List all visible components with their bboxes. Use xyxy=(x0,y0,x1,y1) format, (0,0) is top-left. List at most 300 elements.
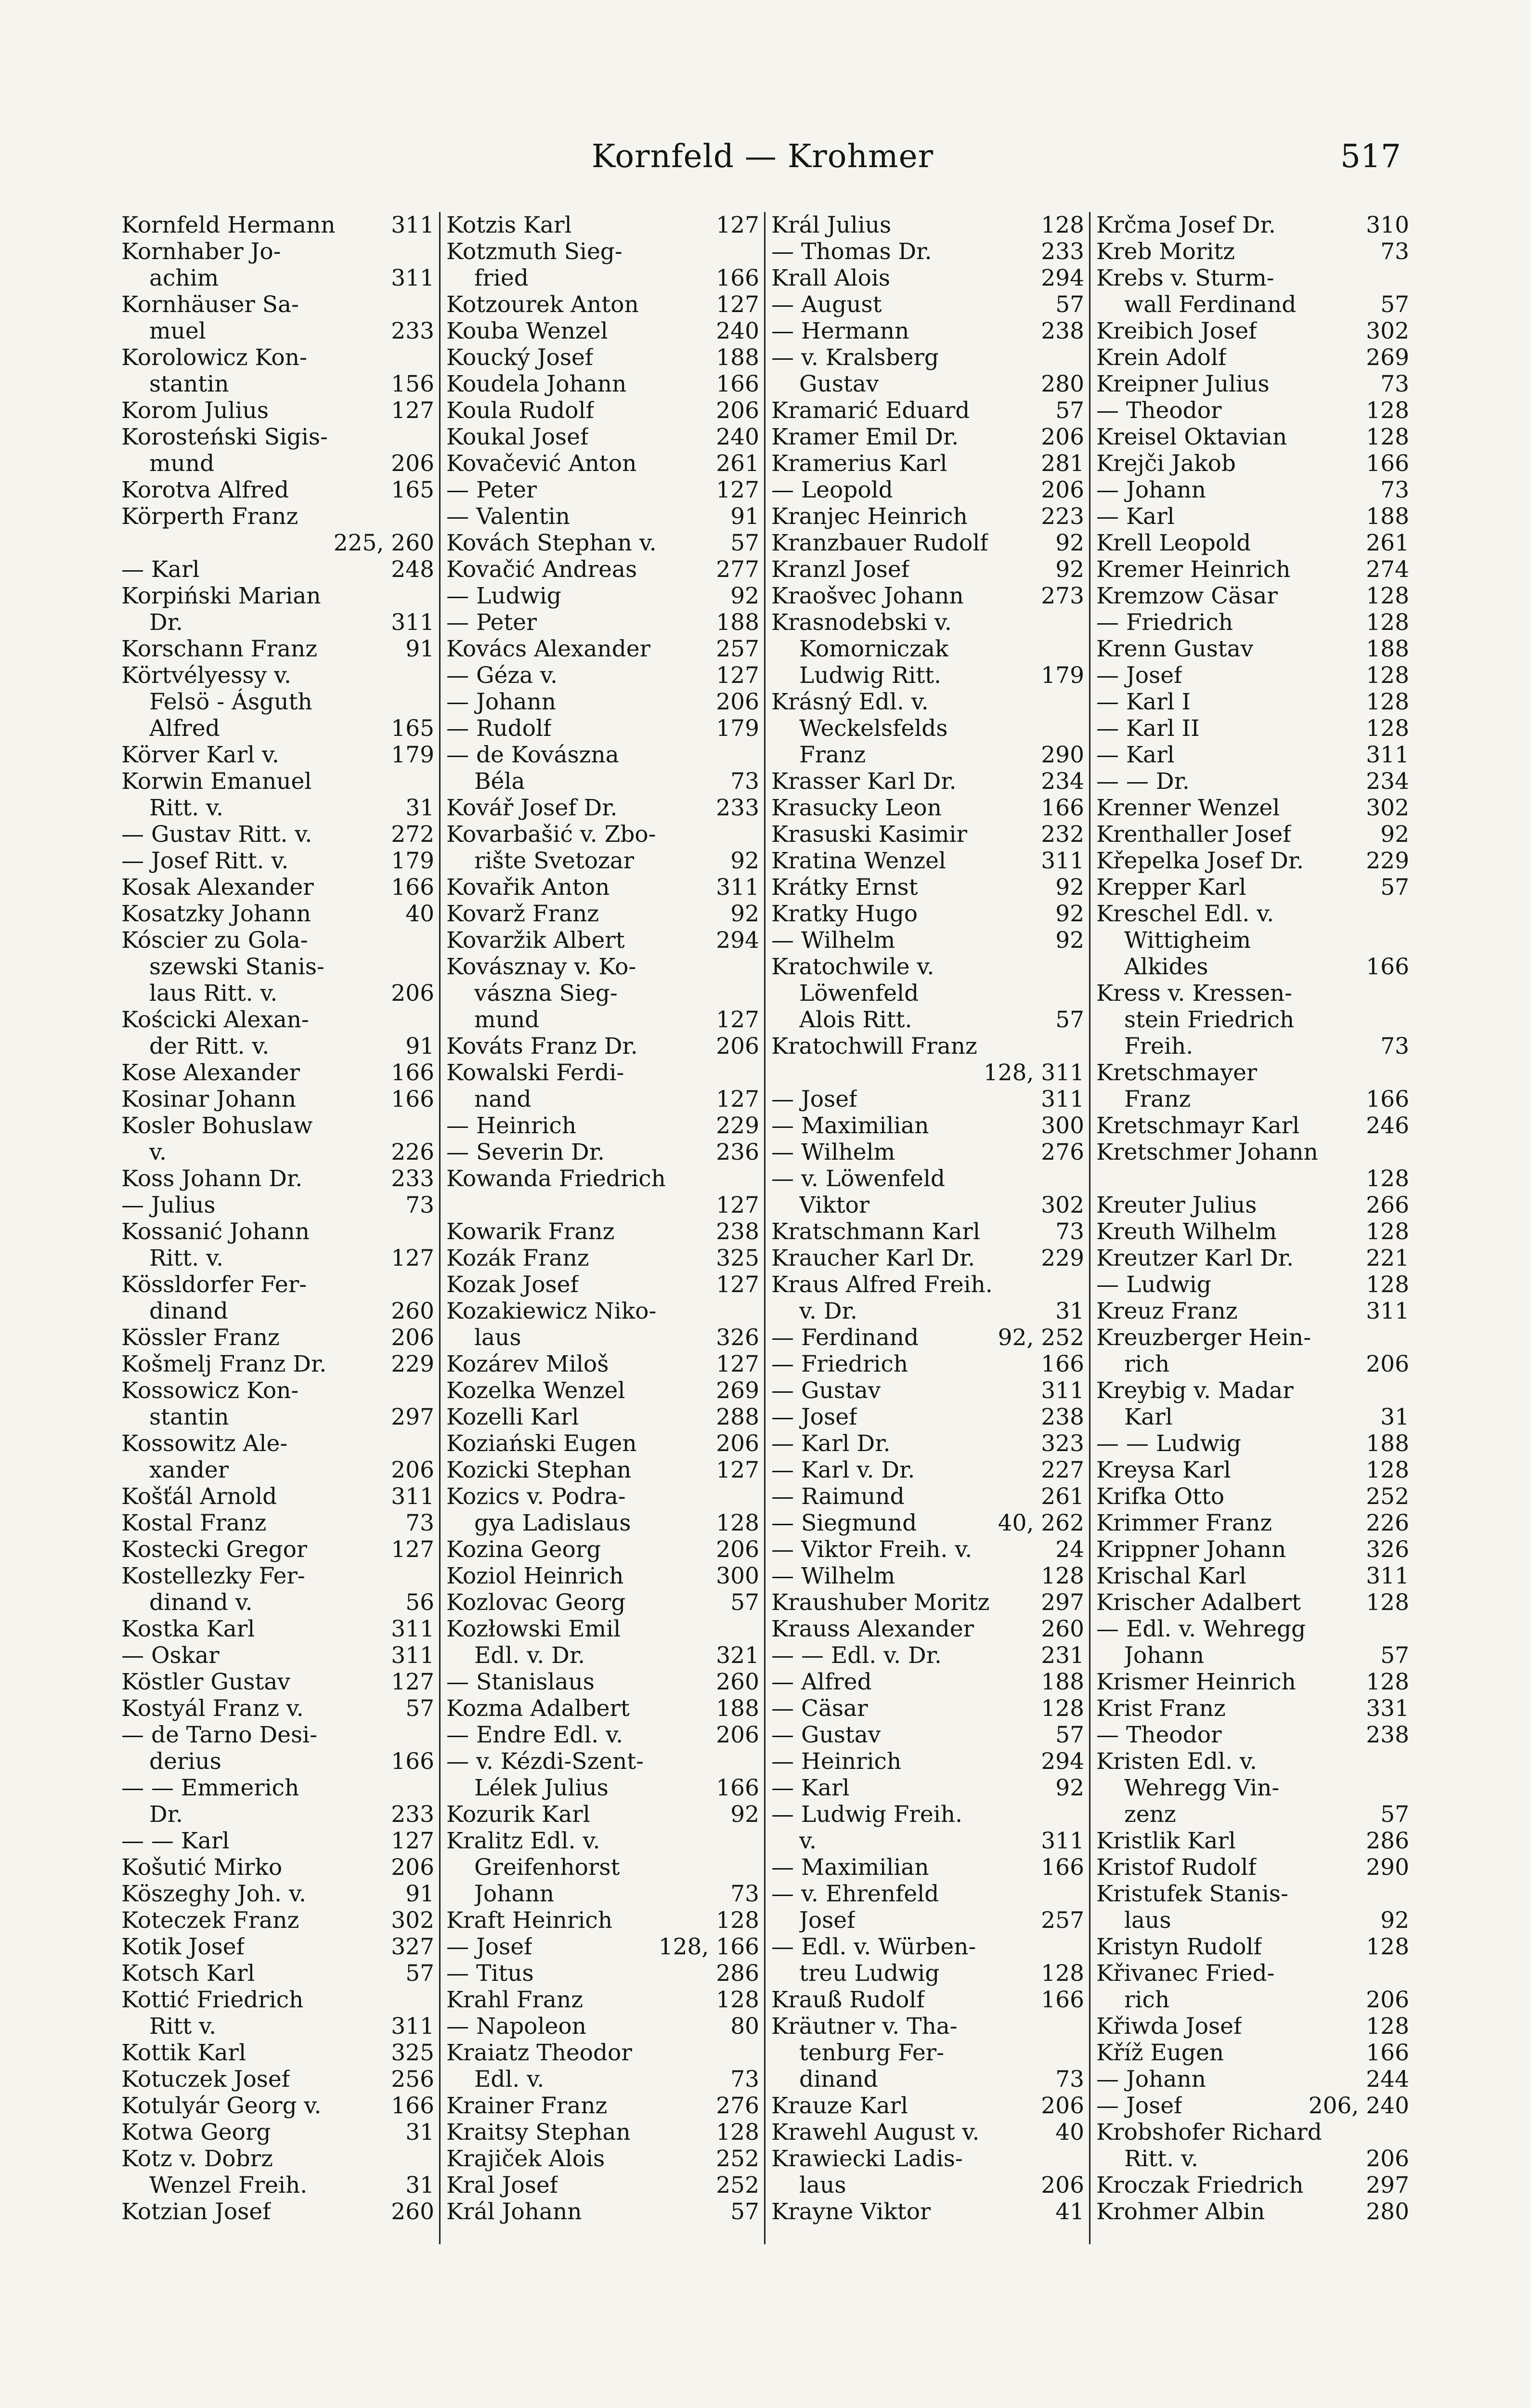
entry-page-refs: 57 xyxy=(1380,874,1409,901)
index-entry xyxy=(1096,1589,1409,1616)
index-entry xyxy=(1096,795,1409,821)
entry-page-refs: 206 xyxy=(716,1033,759,1060)
entry-name: vászna Sieg- xyxy=(474,980,618,1007)
entry-page-refs: 206 xyxy=(716,1722,759,1748)
running-title: Kornfeld — Krohmer xyxy=(591,138,934,175)
entry-name: Gustav xyxy=(799,371,879,397)
entry-page-refs: 128 xyxy=(1366,1589,1409,1616)
entry-name: Kristof Rudolf xyxy=(1096,1854,1257,1881)
entry-page-refs: 127 xyxy=(391,1669,434,1695)
index-entry xyxy=(446,1987,759,2013)
index-entry xyxy=(771,715,1084,742)
index-entry xyxy=(121,1907,434,1934)
entry-page-refs: 127 xyxy=(391,1536,434,1563)
index-entry xyxy=(121,344,434,371)
index-entry xyxy=(121,477,434,503)
index-entry xyxy=(771,980,1084,1007)
entry-name: Krauze Karl xyxy=(771,2093,908,2119)
entry-name: dinand xyxy=(799,2066,878,2093)
entry-page-refs: 266 xyxy=(1366,1192,1409,1218)
index-entry xyxy=(1096,2093,1409,2119)
index-entry xyxy=(1096,450,1409,477)
index-entry xyxy=(771,1192,1084,1218)
entry-name: Kornhäuser Sa- xyxy=(121,291,299,318)
entry-name: Ritt. v. xyxy=(1124,2146,1198,2172)
index-entry xyxy=(446,1377,759,1404)
entry-name: — Severin Dr. xyxy=(446,1139,605,1165)
entry-name: Krásný Edl. v. xyxy=(771,689,929,715)
entry-name: Kotik Josef xyxy=(121,1934,245,1960)
index-entry xyxy=(1096,1271,1409,1298)
entry-page-refs: 31 xyxy=(405,795,434,821)
entry-page-refs: 297 xyxy=(1366,2172,1409,2199)
index-entry xyxy=(121,1218,434,1245)
entry-name: Kotzourek Anton xyxy=(446,291,639,318)
entry-name: — Karl Dr. xyxy=(771,1430,891,1457)
index-entry xyxy=(1096,291,1409,318)
index-entry xyxy=(121,1457,434,1483)
entry-page-refs: 166 xyxy=(1041,795,1084,821)
entry-page-refs: 321 xyxy=(716,1642,759,1669)
index-entry xyxy=(771,1801,1084,1828)
index-entry xyxy=(121,1245,434,1271)
entry-page-refs: 269 xyxy=(716,1377,759,1404)
entry-page-refs: 277 xyxy=(716,556,759,583)
entry-page-refs: 128 xyxy=(1366,609,1409,636)
entry-name: Křiwda Josef xyxy=(1096,2013,1242,2040)
index-entry xyxy=(1096,477,1409,503)
entry-page-refs: 92 xyxy=(1055,927,1084,954)
entry-page-refs: 280 xyxy=(1366,2199,1409,2225)
entry-name: stantin xyxy=(149,371,229,397)
entry-name: Kozłowski Emil xyxy=(446,1616,621,1642)
entry-page-refs: 257 xyxy=(716,636,759,662)
entry-page-refs: 128 xyxy=(1366,1165,1409,1192)
entry-page-refs: 40 xyxy=(1055,2119,1084,2146)
entry-name: laus xyxy=(1124,1907,1171,1934)
index-column-1 xyxy=(121,212,434,2297)
entry-page-refs: 92, 252 xyxy=(998,1324,1084,1351)
entry-name: mund xyxy=(149,450,215,477)
entry-page-refs: 73 xyxy=(730,1881,759,1907)
entry-page-refs: 128 xyxy=(716,1907,759,1934)
index-entry xyxy=(446,1775,759,1801)
index-entry xyxy=(1096,238,1409,265)
index-entry xyxy=(1096,1324,1409,1351)
entry-page-refs: 261 xyxy=(1366,530,1409,556)
entry-page-refs: 179 xyxy=(716,715,759,742)
entry-page-refs: 206 xyxy=(1041,424,1084,450)
index-entry xyxy=(771,1563,1084,1589)
index-entry xyxy=(771,1457,1084,1483)
index-entry xyxy=(1096,1165,1409,1192)
entry-page-refs: 233 xyxy=(391,318,434,344)
entry-name: — Karl I xyxy=(1096,689,1191,715)
entry-name: Krahl Franz xyxy=(446,1987,583,2013)
entry-page-refs: 311 xyxy=(391,265,434,291)
index-entry xyxy=(771,1960,1084,1987)
entry-page-refs: 206 xyxy=(1041,2093,1084,2119)
entry-page-refs: 179 xyxy=(391,742,434,768)
entry-name: Košťál Arnold xyxy=(121,1483,277,1510)
entry-page-refs: 127 xyxy=(716,291,759,318)
entry-page-refs: 252 xyxy=(1366,1483,1409,1510)
entry-page-refs: 57 xyxy=(1380,291,1409,318)
entry-name: Wenzel Freih. xyxy=(149,2172,308,2199)
entry-name: Dr. xyxy=(149,1801,183,1828)
index-entry xyxy=(1096,636,1409,662)
index-entry xyxy=(771,530,1084,556)
index-entry xyxy=(771,1510,1084,1536)
entry-page-refs: 326 xyxy=(716,1324,759,1351)
entry-name: — Josef xyxy=(1096,2093,1182,2119)
index-entry xyxy=(771,2146,1084,2172)
index-entry xyxy=(771,583,1084,609)
entry-name: — Géza v. xyxy=(446,662,558,689)
entry-name: Kreysa Karl xyxy=(1096,1457,1231,1483)
entry-name: Körperth Franz xyxy=(121,503,298,530)
entry-page-refs: 165 xyxy=(391,477,434,503)
entry-page-refs: 325 xyxy=(391,2040,434,2066)
entry-name: Kraus Alfred Freih. xyxy=(771,1271,993,1298)
entry-name: Kranzl Josef xyxy=(771,556,910,583)
entry-name: — August xyxy=(771,291,882,318)
entry-name: — Edl. v. Wehregg xyxy=(1096,1616,1306,1642)
index-entry xyxy=(771,238,1084,265)
index-entry xyxy=(121,1854,434,1881)
entry-page-refs: 290 xyxy=(1366,1854,1409,1881)
index-entry xyxy=(1096,1112,1409,1139)
entry-name: szewski Stanis- xyxy=(149,954,324,980)
entry-name: mund xyxy=(474,1007,540,1033)
index-entry xyxy=(771,1112,1084,1139)
entry-page-refs: 302 xyxy=(1366,318,1409,344)
entry-page-refs: 128 xyxy=(1041,1563,1084,1589)
entry-name: — Julius xyxy=(121,1192,216,1218)
index-entry xyxy=(771,2119,1084,2146)
entry-name: Kreibich Josef xyxy=(1096,318,1257,344)
index-entry xyxy=(446,927,759,954)
index-entry xyxy=(1096,662,1409,689)
entry-name: Kranjec Heinrich xyxy=(771,503,968,530)
entry-name: Kroczak Friedrich xyxy=(1096,2172,1304,2199)
entry-name: Krčma Josef Dr. xyxy=(1096,212,1276,238)
entry-name: Krainer Franz xyxy=(446,2093,608,2119)
entry-page-refs: 311 xyxy=(391,212,434,238)
entry-page-refs: 128 xyxy=(1366,1271,1409,1298)
entry-name: — Josef xyxy=(446,1934,532,1960)
index-entry xyxy=(1096,2119,1409,2146)
entry-page-refs: 128, 311 xyxy=(983,1060,1084,1086)
index-entry xyxy=(771,1165,1084,1192)
entry-page-refs: 280 xyxy=(1041,371,1084,397)
index-entry xyxy=(446,848,759,874)
index-entry xyxy=(771,2199,1084,2225)
entry-name: — Ludwig xyxy=(1096,1271,1211,1298)
entry-page-refs: 310 xyxy=(1366,212,1409,238)
entry-name: Kratina Wenzel xyxy=(771,848,946,874)
entry-name: — Gustav xyxy=(771,1722,881,1748)
entry-name: Krauß Rudolf xyxy=(771,1987,925,2013)
entry-page-refs: 225, 260 xyxy=(333,530,434,556)
entry-name: Kovács Alexander xyxy=(446,636,651,662)
entry-name: — Johann xyxy=(1096,477,1206,503)
entry-name: v. xyxy=(149,1139,167,1165)
entry-name: Alois Ritt. xyxy=(799,1007,912,1033)
entry-name: Korom Julius xyxy=(121,397,269,424)
index-entry xyxy=(446,1060,759,1086)
entry-page-refs: 73 xyxy=(405,1510,434,1536)
index-entry xyxy=(121,265,434,291)
entry-name: achim xyxy=(149,265,219,291)
index-entry xyxy=(771,1854,1084,1881)
entry-name: Kozics v. Podra- xyxy=(446,1483,626,1510)
index-entry xyxy=(1096,1033,1409,1060)
index-entry xyxy=(446,1007,759,1033)
entry-name: Johann xyxy=(474,1881,554,1907)
entry-name: Kral Josef xyxy=(446,2172,558,2199)
entry-page-refs: 80 xyxy=(730,2013,759,2040)
index-entry xyxy=(121,1510,434,1536)
index-entry xyxy=(1096,1960,1409,1987)
index-entry xyxy=(446,715,759,742)
entry-page-refs: 260 xyxy=(1041,1616,1084,1642)
index-entry xyxy=(771,768,1084,795)
entry-page-refs: 92 xyxy=(1380,821,1409,848)
entry-name: rich xyxy=(1124,1351,1170,1377)
entry-page-refs: 286 xyxy=(716,1960,759,1987)
entry-name: Kotsch Karl xyxy=(121,1960,255,1987)
entry-page-refs: 92 xyxy=(1055,1775,1084,1801)
index-entry xyxy=(121,2066,434,2093)
entry-page-refs: 188 xyxy=(1041,1669,1084,1695)
entry-page-refs: 166 xyxy=(1366,1086,1409,1112)
entry-name: Kosinar Johann xyxy=(121,1086,296,1112)
entry-page-refs: 300 xyxy=(716,1563,759,1589)
entry-page-refs: 92 xyxy=(1055,530,1084,556)
entry-page-refs: 229 xyxy=(1366,848,1409,874)
index-entry xyxy=(446,1669,759,1695)
entry-name: Freih. xyxy=(1124,1033,1194,1060)
index-entry xyxy=(1096,1404,1409,1430)
index-entry xyxy=(121,1086,434,1112)
entry-name: Krismer Heinrich xyxy=(1096,1669,1296,1695)
page-header xyxy=(124,134,1401,182)
index-entry xyxy=(446,1033,759,1060)
entry-page-refs: 128 xyxy=(1366,662,1409,689)
entry-name: xander xyxy=(149,1457,229,1483)
index-entry xyxy=(446,2172,759,2199)
entry-name: Kotwa Georg xyxy=(121,2119,271,2146)
index-entry xyxy=(121,1960,434,1987)
entry-page-refs: 57 xyxy=(1055,397,1084,424)
entry-name: Kovarbašić v. Zbo- xyxy=(446,821,656,848)
index-entry xyxy=(1096,848,1409,874)
index-entry xyxy=(121,530,434,556)
entry-name: Köstler Gustav xyxy=(121,1669,290,1695)
entry-name: — Heinrich xyxy=(446,1112,577,1139)
entry-name: Kozma Adalbert xyxy=(446,1695,630,1722)
entry-name: Franz xyxy=(799,742,866,768)
entry-page-refs: 166 xyxy=(716,265,759,291)
index-entry xyxy=(771,1934,1084,1960)
entry-name: Kozák Franz xyxy=(446,1245,589,1271)
entry-name: Kreisel Oktavian xyxy=(1096,424,1287,450)
entry-name: — — Emmerich xyxy=(121,1775,299,1801)
entry-name: — Karl v. Dr. xyxy=(771,1457,915,1483)
entry-name: Kossowicz Kon- xyxy=(121,1377,299,1404)
index-entry xyxy=(446,1563,759,1589)
entry-page-refs: 188 xyxy=(716,344,759,371)
index-entry xyxy=(1096,1801,1409,1828)
entry-page-refs: 127 xyxy=(716,212,759,238)
index-entry xyxy=(771,1218,1084,1245)
entry-name: Krippner Johann xyxy=(1096,1536,1286,1563)
index-entry xyxy=(446,1722,759,1748)
entry-name: Kovačević Anton xyxy=(446,450,637,477)
index-entry xyxy=(446,2066,759,2093)
entry-page-refs: 206 xyxy=(1041,2172,1084,2199)
index-entry xyxy=(446,1404,759,1430)
entry-page-refs: 206 xyxy=(716,689,759,715)
index-entry xyxy=(121,2199,434,2225)
entry-name: Kreschel Edl. v. xyxy=(1096,901,1274,927)
index-entry xyxy=(446,1165,759,1192)
entry-name: — Endre Edl. v. xyxy=(446,1722,623,1748)
index-entry xyxy=(446,477,759,503)
entry-page-refs: 127 xyxy=(391,397,434,424)
entry-page-refs: 41 xyxy=(1055,2199,1084,2225)
index-entry xyxy=(771,291,1084,318)
index-entry xyxy=(446,291,759,318)
index-entry xyxy=(121,1324,434,1351)
index-entry xyxy=(446,344,759,371)
entry-name: Kozelka Wenzel xyxy=(446,1377,625,1404)
entry-name: — Johann xyxy=(446,689,556,715)
index-entry xyxy=(121,1192,434,1218)
entry-name: dinand xyxy=(149,1298,228,1324)
entry-name: Kovách Stephan v. xyxy=(446,530,657,556)
entry-page-refs: 297 xyxy=(391,1404,434,1430)
entry-name: — Raimund xyxy=(771,1483,905,1510)
index-entry xyxy=(771,265,1084,291)
index-entry xyxy=(446,1907,759,1934)
index-entry xyxy=(1096,1669,1409,1695)
index-entry xyxy=(121,450,434,477)
index-entry xyxy=(121,2040,434,2066)
index-entry xyxy=(1096,1616,1409,1642)
index-entry xyxy=(446,2040,759,2066)
index-entry xyxy=(1096,1695,1409,1722)
entry-name: — Ludwig Freih. xyxy=(771,1801,962,1828)
entry-name: — Karl xyxy=(121,556,200,583)
entry-name: Kratochwile v. xyxy=(771,954,934,980)
entry-name: Kozakiewicz Niko- xyxy=(446,1298,657,1324)
entry-name: — Thomas Dr. xyxy=(771,238,932,265)
entry-name: Kretschmer Johann xyxy=(1096,1139,1318,1165)
index-entry xyxy=(771,848,1084,874)
index-entry xyxy=(121,424,434,450)
entry-name: — Johann xyxy=(1096,2066,1206,2093)
entry-name: Kraucher Karl Dr. xyxy=(771,1245,975,1271)
entry-name: Lélek Julius xyxy=(474,1775,609,1801)
entry-page-refs: 166 xyxy=(1366,954,1409,980)
entry-name: Krein Adolf xyxy=(1096,344,1227,371)
index-entry xyxy=(446,583,759,609)
entry-page-refs: 234 xyxy=(1366,768,1409,795)
index-entry xyxy=(446,318,759,344)
index-entry xyxy=(121,1642,434,1669)
entry-name: Wittigheim xyxy=(1124,927,1251,954)
index-entry xyxy=(1096,1563,1409,1589)
entry-page-refs: 92 xyxy=(1380,1907,1409,1934)
entry-name: Kreuter Julius xyxy=(1096,1192,1257,1218)
entry-name: Kozurik Karl xyxy=(446,1801,590,1828)
entry-page-refs: 206 xyxy=(716,1430,759,1457)
entry-name: Kössler Franz xyxy=(121,1324,280,1351)
entry-name: Kramerius Karl xyxy=(771,450,947,477)
entry-page-refs: 57 xyxy=(405,1960,434,1987)
entry-name: Kraft Heinrich xyxy=(446,1907,613,1934)
index-entry xyxy=(771,1483,1084,1510)
index-entry xyxy=(121,742,434,768)
index-entry xyxy=(121,927,434,954)
entry-name: — Gustav xyxy=(771,1377,881,1404)
index-entry xyxy=(446,1086,759,1112)
index-entry xyxy=(1096,2146,1409,2172)
entry-page-refs: 331 xyxy=(1366,1695,1409,1722)
index-entry xyxy=(771,1430,1084,1457)
entry-page-refs: 302 xyxy=(391,1907,434,1934)
entry-page-refs: 256 xyxy=(391,2066,434,2093)
index-entry xyxy=(1096,1457,1409,1483)
index-entry xyxy=(771,1324,1084,1351)
entry-name: rište Svetozar xyxy=(474,848,635,874)
entry-name: Krenthaller Josef xyxy=(1096,821,1291,848)
entry-name: — Friedrich xyxy=(771,1351,908,1377)
index-entry xyxy=(121,583,434,609)
entry-name: — Napoleon xyxy=(446,2013,586,2040)
index-entry xyxy=(446,768,759,795)
index-entry xyxy=(121,1351,434,1377)
entry-page-refs: 238 xyxy=(1366,1722,1409,1748)
index-entry xyxy=(771,609,1084,636)
entry-page-refs: 179 xyxy=(391,848,434,874)
entry-name: — Theodor xyxy=(1096,1722,1222,1748)
entry-page-refs: 31 xyxy=(1055,1298,1084,1324)
entry-page-refs: 227 xyxy=(1041,1457,1084,1483)
entry-name: — Stanislaus xyxy=(446,1669,595,1695)
index-entry xyxy=(771,1881,1084,1907)
index-entry xyxy=(446,1139,759,1165)
entry-page-refs: 91 xyxy=(405,1033,434,1060)
entry-page-refs: 311 xyxy=(391,2013,434,2040)
entry-page-refs: 288 xyxy=(716,1404,759,1430)
index-entry xyxy=(121,1139,434,1165)
entry-page-refs: 73 xyxy=(1055,1218,1084,1245)
entry-page-refs: 226 xyxy=(1366,1510,1409,1536)
index-entry xyxy=(1096,768,1409,795)
index-entry xyxy=(446,1960,759,1987)
entry-name: Krauss Alexander xyxy=(771,1616,974,1642)
index-entry xyxy=(1096,265,1409,291)
entry-page-refs: 229 xyxy=(716,1112,759,1139)
entry-name: — Karl xyxy=(771,1775,850,1801)
index-entry xyxy=(446,1218,759,1245)
entry-page-refs: 238 xyxy=(1041,318,1084,344)
index-column-2 xyxy=(446,212,759,2297)
index-entry xyxy=(771,2172,1084,2199)
